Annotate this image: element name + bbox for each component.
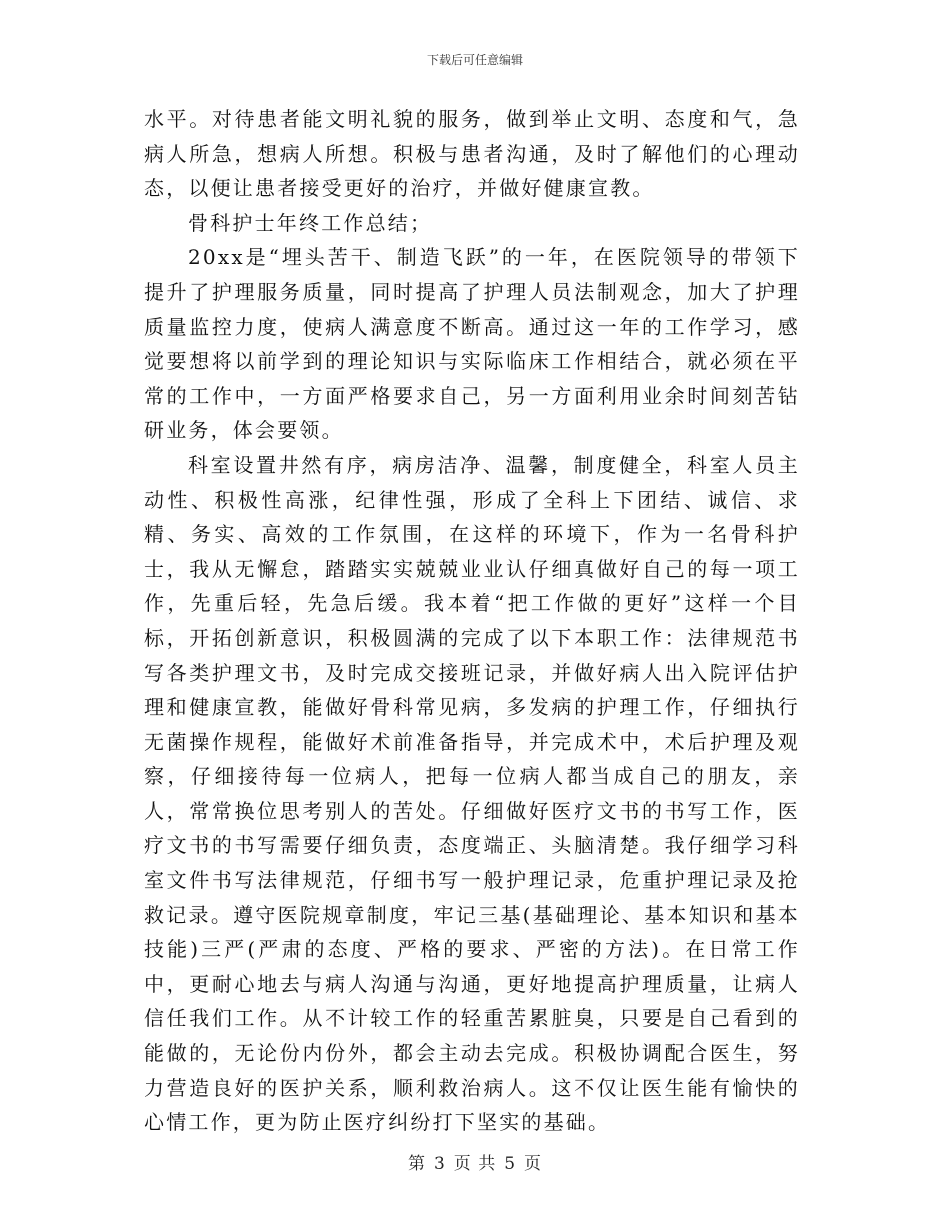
page-total: 5 <box>504 1154 517 1174</box>
footer-middle: 页 共 <box>453 1154 497 1174</box>
page-footer <box>0 1153 950 1175</box>
document-body <box>144 102 800 1140</box>
paragraph-intro: 20xx是“埋头苦干、制造飞跃”的一年，在医院领导的带领下提升了护理服务质量，同时提高了护理人员法制观念，加大了护理质量监控力度，使病人满意度不断高。通过这一年的工作学习，感觉要想将以前学到的理论知识与实际临床工作相结合，就必须在平常的工作中，一方面严格要求自己，另一方面利用业余时间刻苦钻研业务，体会要领。 <box>144 245 800 443</box>
page-number: 3 <box>433 1154 446 1174</box>
footer-suffix: 页 <box>524 1154 543 1174</box>
footer-prefix: 第 <box>407 1154 426 1174</box>
paragraph-continuation: 水平。对待患者能文明礼貌的服务，做到举止文明、态度和气，急病人所急，想病人所想。积极与患者沟通，及时了解他们的心理动态，以便让患者接受更好的治疗，并做好健康宣教。 <box>144 107 800 201</box>
page-header: 下载后可任意编辑 <box>426 53 523 67</box>
section-heading: 骨科护士年终工作总结； <box>188 210 433 235</box>
paragraph-main: 科室设置井然有序，病房洁净、温馨，制度健全，科室人员主动性、积极性高涨，纪律性强，形成了全科上下团结、诚信、求精、务实、高效的工作氛围，在这样的环境下，作为一名骨科护士，我从无懈怠，踏踏实实兢兢业业认仔细真做好自己的每一项工作，先重后轻，先急后缓。我本着“把工作做的更好”这样一个目标，开拓创新意识，积极圆满的完成了以下本职工作：法律规范书写各类护理文书，及时完成交接班记录，并做好病人出入院评估护理和健康宣教，能做好骨科常见病，多发病的护理工作，仔细执行无菌操作规程，能做好术前准备指导，并完成术中，术后护理及观察，仔细接待每一位病人，把每一位病人都当成自己的朋友，亲人，常常换位思考别人的苦处。仔细做好医疗文书的书写工作，医疗文书的书写需要仔细负责，态度端正、头脑清楚。我仔细学习科室文件书写法律规范，仔细书写一般护理记录，危重护理记录及抢救记录。遵守医院规章制度，牢记三基(基础理论、基本知识和基本技能)三严(严肃的态度、严格的要求、严密的方法)。在日常工作中，更耐心地去与病人沟通与沟通，更好地提高护理质量，让病人信任我们工作。从不计较工作的轻重苦累脏臭，只要是自己看到的能做的，无论份内份外，都会主动去完成。积极协调配合医生，努力营造良好的医护关系，顺利救治病人。这不仅让医生能有愉快的心情工作，更为防止医疗纠纷打下坚实的基础。 <box>144 452 800 1135</box>
